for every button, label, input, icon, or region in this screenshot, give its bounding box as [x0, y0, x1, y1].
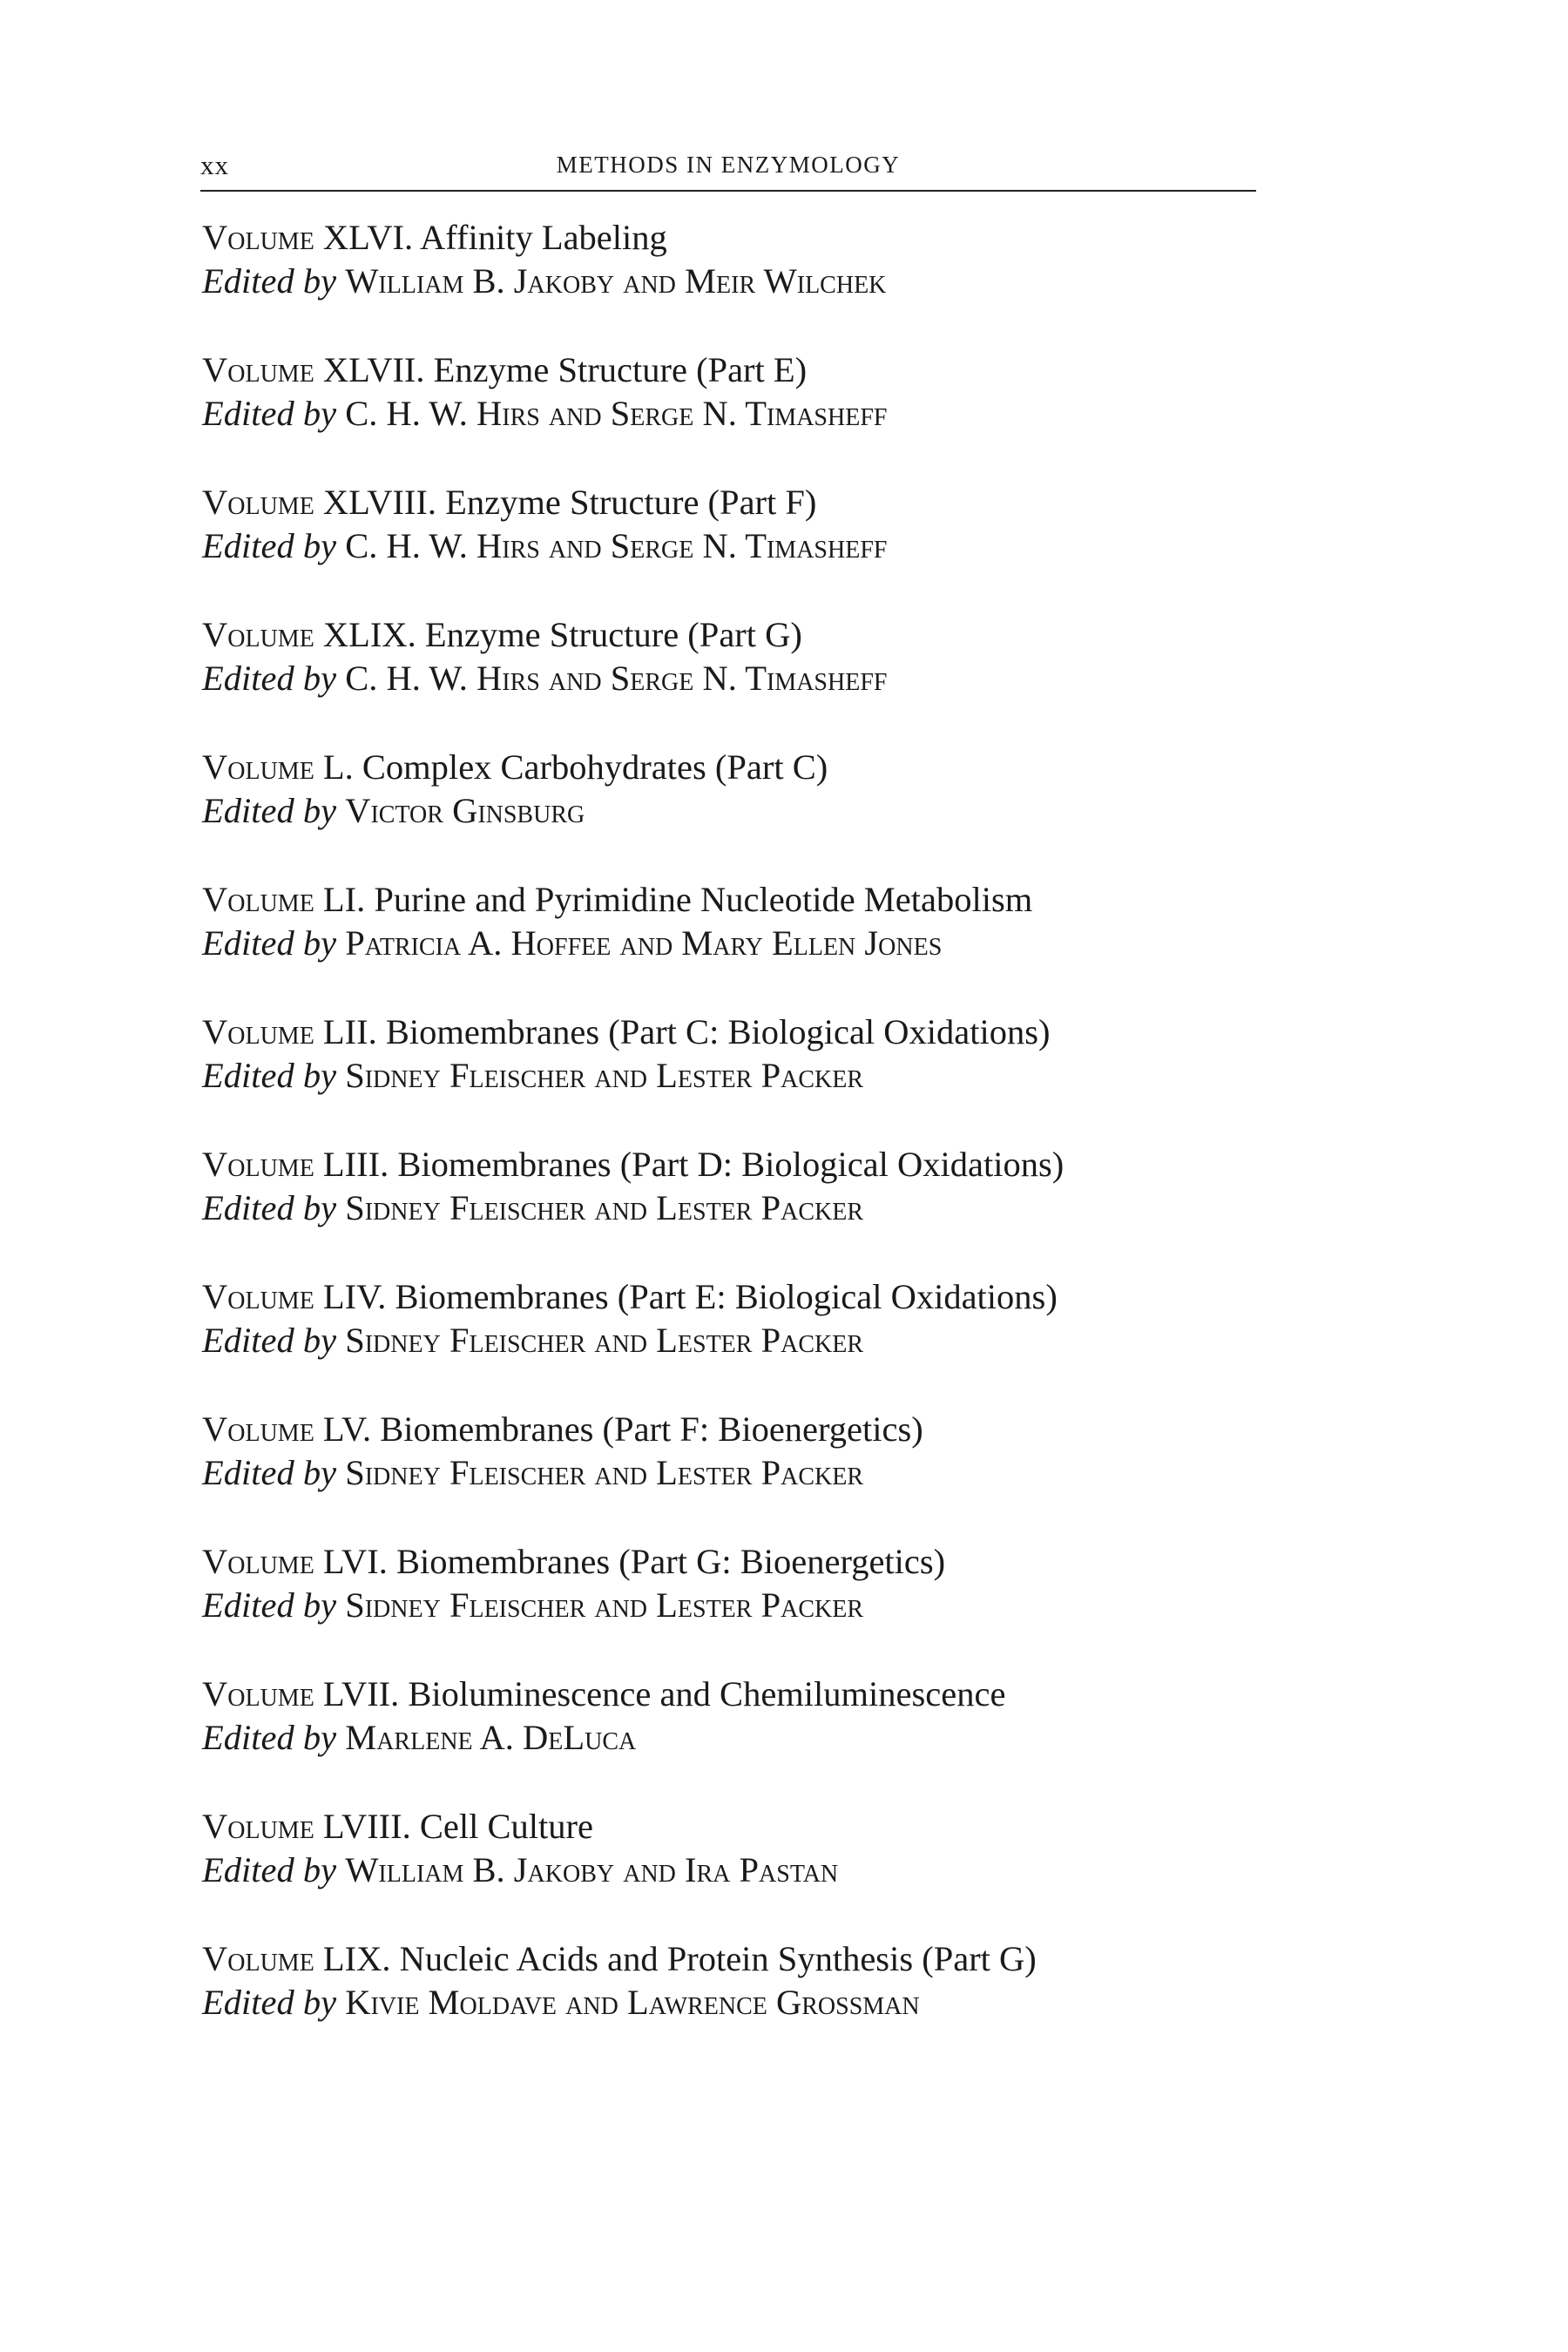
- volume-title-line: Volume LVIII. Cell Culture: [202, 1807, 594, 1846]
- volume-numeral: LIII: [322, 1145, 381, 1184]
- volume-title: Biomembranes (Part G: Bioenergetics): [395, 1542, 946, 1581]
- volume-editors: Sidney Fleischer and Lester Packer: [345, 1453, 864, 1492]
- volume-editors-line: [202, 1848, 1335, 1892]
- volume-editors-line: [202, 1186, 1335, 1230]
- volume-title: Affinity Labeling: [419, 218, 667, 257]
- volume-entry: [202, 1540, 1335, 1673]
- volume-entry: [202, 613, 1335, 746]
- volume-editors: C. H. W. Hirs and Serge N. Timasheff: [345, 394, 888, 433]
- volume-label: Volume: [202, 615, 314, 654]
- edited-by-label: Edited by: [202, 1983, 337, 2022]
- volume-title: Biomembranes (Part D: Biological Oxidations): [397, 1145, 1064, 1184]
- volume-entry: [202, 1937, 1335, 2070]
- volume-title-line: Volume LVII. Bioluminescence and Chemiluminescence: [202, 1674, 1006, 1713]
- volume-editors: Marlene A. DeLuca: [345, 1718, 637, 1757]
- volume-title: Enzyme Structure (Part E): [433, 350, 808, 389]
- volume-title: Biomembranes (Part F: Bioenergetics): [380, 1409, 923, 1449]
- volume-title: Biomembranes (Part C: Biological Oxidations): [385, 1012, 1051, 1051]
- volume-numeral: XLIX: [322, 615, 408, 654]
- volume-editors-line: [202, 392, 1335, 436]
- volume-label: Volume: [202, 880, 314, 919]
- volume-label: Volume: [202, 1409, 314, 1449]
- volume-numeral: LVII: [322, 1674, 391, 1713]
- volume-editors: Sidney Fleischer and Lester Packer: [345, 1056, 864, 1095]
- volume-title-line: Volume L. Complex Carbohydrates (Part C): [202, 747, 828, 787]
- volume-title-line: Volume LIII. Biomembranes (Part D: Biological Oxidations): [202, 1145, 1064, 1184]
- volume-editors-line: [202, 1451, 1335, 1495]
- volume-entry: [202, 1143, 1335, 1275]
- volume-title: Nucleic Acids and Protein Synthesis (Part G): [399, 1939, 1037, 1978]
- volume-numeral: LVI: [322, 1542, 379, 1581]
- edited-by-label: Edited by: [202, 1718, 337, 1757]
- volume-editors: C. H. W. Hirs and Serge N. Timasheff: [345, 659, 888, 698]
- running-header: [200, 146, 1256, 192]
- volume-label: Volume: [202, 747, 314, 787]
- volume-numeral: LVIII: [322, 1807, 402, 1846]
- volume-numeral: LII: [322, 1012, 368, 1051]
- volume-numeral: XLVIII: [322, 483, 428, 522]
- volume-numeral: LIV: [322, 1277, 378, 1316]
- volume-title: Enzyme Structure (Part F): [445, 483, 817, 522]
- volume-title: Bioluminescence and Chemiluminescence: [408, 1674, 1006, 1713]
- volume-title-line: Volume XLVIII. Enzyme Structure (Part F): [202, 483, 817, 522]
- edited-by-label: Edited by: [202, 1453, 337, 1492]
- volume-editors: Kivie Moldave and Lawrence Grossman: [345, 1983, 920, 2022]
- volume-title: Biomembranes (Part E: Biological Oxidations): [395, 1277, 1058, 1316]
- volume-editors-line: [202, 657, 1335, 700]
- volume-label: Volume: [202, 1939, 314, 1978]
- edited-by-label: Edited by: [202, 394, 337, 433]
- volume-editors-line: [202, 1054, 1335, 1098]
- volume-entry: [202, 1010, 1335, 1143]
- volume-title: Purine and Pyrimidine Nucleotide Metabolism: [374, 880, 1033, 919]
- volume-list: [202, 216, 1335, 2070]
- edited-by-label: Edited by: [202, 1188, 337, 1227]
- volume-title: Enzyme Structure (Part G): [424, 615, 802, 654]
- volume-editors-line: [202, 1981, 1335, 2024]
- volume-editors-line: [202, 524, 1335, 568]
- volume-label: Volume: [202, 1674, 314, 1713]
- volume-label: Volume: [202, 1807, 314, 1846]
- volume-numeral: LIX: [322, 1939, 382, 1978]
- volume-label: Volume: [202, 1145, 314, 1184]
- volume-numeral: LI: [322, 880, 357, 919]
- volume-entry: [202, 746, 1335, 878]
- volume-label: Volume: [202, 1542, 314, 1581]
- volume-editors: Victor Ginsburg: [345, 791, 585, 830]
- volume-numeral: L: [322, 747, 345, 787]
- volume-editors: Patricia A. Hoffee and Mary Ellen Jones: [345, 923, 943, 963]
- volume-editors: Sidney Fleischer and Lester Packer: [345, 1585, 864, 1625]
- volume-editors-line: [202, 1716, 1335, 1760]
- volume-entry: [202, 878, 1335, 1010]
- edited-by-label: Edited by: [202, 526, 337, 565]
- volume-title-line: Volume LII. Biomembranes (Part C: Biological Oxidations): [202, 1012, 1051, 1051]
- volume-editors: C. H. W. Hirs and Serge N. Timasheff: [345, 526, 888, 565]
- volume-label: Volume: [202, 218, 314, 257]
- volume-title-line: Volume LIV. Biomembranes (Part E: Biological Oxidations): [202, 1277, 1058, 1316]
- edited-by-label: Edited by: [202, 1850, 337, 1889]
- volume-editors-line: [202, 789, 1335, 833]
- volume-label: Volume: [202, 1012, 314, 1051]
- volume-editors: Sidney Fleischer and Lester Packer: [345, 1188, 864, 1227]
- volume-title: Cell Culture: [419, 1807, 594, 1846]
- volume-title-line: Volume XLVI. Affinity Labeling: [202, 218, 667, 257]
- page-number: xx: [200, 150, 229, 180]
- running-title: METHODS IN ENZYMOLOGY: [556, 152, 901, 178]
- volume-entry: [202, 1408, 1335, 1540]
- volume-title-line: Volume LIX. Nucleic Acids and Protein Synthesis (Part G): [202, 1939, 1037, 1978]
- volume-entry: [202, 1673, 1335, 1805]
- volume-title: Complex Carbohydrates (Part C): [362, 747, 828, 787]
- edited-by-label: Edited by: [202, 1056, 337, 1095]
- volume-entry: [202, 481, 1335, 613]
- volume-editors: William B. Jakoby and Ira Pastan: [345, 1850, 839, 1889]
- volume-numeral: LV: [322, 1409, 362, 1449]
- edited-by-label: Edited by: [202, 923, 337, 963]
- volume-entry: [202, 348, 1335, 481]
- volume-entry: [202, 1275, 1335, 1408]
- volume-title-line: Volume XLIX. Enzyme Structure (Part G): [202, 615, 802, 654]
- volume-label: Volume: [202, 350, 314, 389]
- volume-title-line: Volume LI. Purine and Pyrimidine Nucleotide Metabolism: [202, 880, 1033, 919]
- volume-entry: [202, 1805, 1335, 1937]
- edited-by-label: Edited by: [202, 261, 337, 301]
- volume-label: Volume: [202, 1277, 314, 1316]
- volume-numeral: XLVII: [322, 350, 416, 389]
- volume-editors-line: [202, 1584, 1335, 1627]
- edited-by-label: Edited by: [202, 791, 337, 830]
- volume-editors-line: [202, 1319, 1335, 1362]
- volume-editors-line: [202, 260, 1335, 303]
- volume-title-line: Volume LVI. Biomembranes (Part G: Bioenergetics): [202, 1542, 946, 1581]
- volume-entry: [202, 216, 1335, 348]
- volume-editors: William B. Jakoby and Meir Wilchek: [345, 261, 887, 301]
- volume-label: Volume: [202, 483, 314, 522]
- volume-title-line: Volume LV. Biomembranes (Part F: Bioenergetics): [202, 1409, 923, 1449]
- edited-by-label: Edited by: [202, 659, 337, 698]
- volume-numeral: XLVI: [322, 218, 404, 257]
- edited-by-label: Edited by: [202, 1321, 337, 1360]
- edited-by-label: Edited by: [202, 1585, 337, 1625]
- volume-editors-line: [202, 922, 1335, 965]
- volume-editors: Sidney Fleischer and Lester Packer: [345, 1321, 864, 1360]
- volume-title-line: Volume XLVII. Enzyme Structure (Part E): [202, 350, 808, 389]
